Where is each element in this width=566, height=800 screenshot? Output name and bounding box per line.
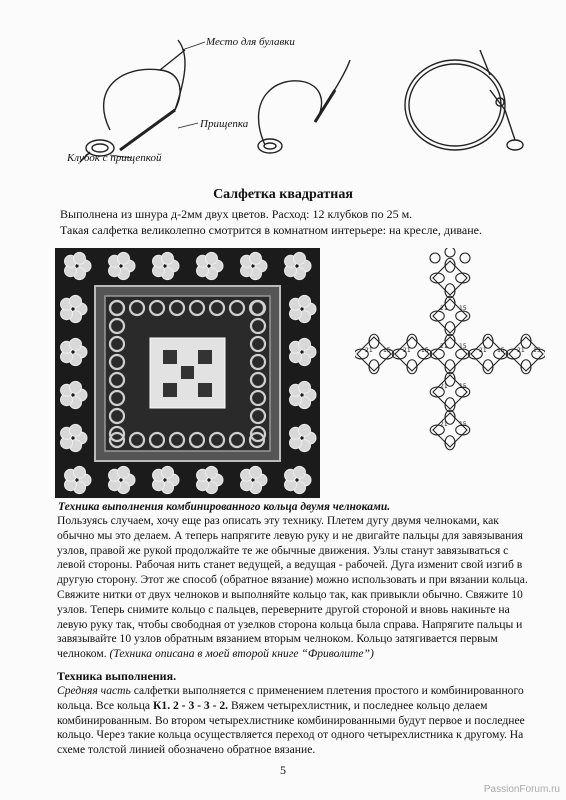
schematic-number: 15 [459,305,467,312]
schematic-picot [445,248,455,257]
doily-petal [73,466,85,478]
schematic-picot [460,253,470,263]
doily-petal [298,381,310,393]
page-title: Салфетка квадратная [213,187,353,202]
schematic-number: 21 [365,347,373,354]
schematic-number: 21 [440,305,448,312]
schematic-number: 21 [440,421,448,428]
schematic-picot [430,253,440,263]
schematic-cell [433,375,467,409]
section1-body [57,514,537,662]
intro-line-1: Выполнена из шнура д-2мм двух цветов. Расход: 12 клубков по 25 м. [60,207,413,221]
doily-petal [293,252,305,264]
schematic-number: 15 [459,383,467,390]
schematic-number: 21 [440,383,448,390]
label-ball-with-clip: Клубок с прищепкой [67,152,162,164]
step2-drawing [258,60,350,153]
schematic-cell [471,337,505,371]
schematic-cell [433,413,467,447]
section2-sequence: К1. 2 - 3 - 3 - 2. [152,698,229,712]
schematic-number: 15 [459,421,467,428]
label-pin-place: Место для булавки [206,36,295,48]
schematic-number: 15 [421,347,429,354]
doily-petal [69,338,81,350]
section1-text: Пользуясь случаем, хочу еще раз описать эту технику. Плетем дугу двумя челноками, как обычно мы это делаем. А теперь напрягите левую руку и не двигайте пальцы для завязывания узлов, правой же рукой продолжайте те же обычные движения. Узлы станут завязываться с левой стороны. Рабочая нить станет ведущей, а ведущая - рабочей. Дуга изменит свой изгиб в другую сторону. Этот же способ (обратное вязание) можно использовать и при вязании кольца. Свяжите нитки от двух челноков и выполняйте кольцо так, как привыкли обычно. Свяжите 10 узлов. Теперь снимите кольцо с пальцев, переверните другой стороной и вновь накиньте на левую руку так, чтобы свободная от узелков сторона кольца была справа. Напрягите пальцы и завязывайте 10 узлов обратным вязанием вторым челноком. Кольцо затягивается первым челноком. [57,514,528,661]
section2-lead: Средняя часть [57,684,131,697]
schematic-number: 21 [479,347,487,354]
doily-petal [298,338,310,350]
doily-petal [205,466,217,478]
section2-body [57,684,537,758]
section2-title: Техника выполнения. [57,669,177,683]
doily-petal [298,295,310,307]
schematic-number: 21 [403,347,411,354]
doily-petal [205,252,217,264]
doily-petal [293,466,305,478]
page-number: 5 [280,763,286,777]
doily-petal [161,466,173,478]
schematic-number: 15 [459,343,467,350]
section2-text2: Вяжем четырехлистник, и последнее кольцо делаем комбинированным. Во втором четырехлистнике комбинированными будут первое и последнее кольцо. Через такие кольца осуществляется переход от одного четырехлистника к другому. На схеме толстой линией обозначено обратное вязание. [57,698,525,757]
schematic-number: 15 [383,347,391,354]
schematic-cell [395,337,429,371]
doily-petal [249,252,261,264]
doily-petal [117,466,129,478]
doily-petal [117,252,129,264]
schematic-number: 21 [440,343,448,350]
doily-petal [73,252,85,264]
step3-drawing [405,50,523,150]
section1-title: Техника выполнения комбинированного кольца двумя челноками. [58,501,391,513]
schematic-number: 15 [533,347,541,354]
doily-petal [69,381,81,393]
step1-drawing [80,40,185,162]
doily-petal [69,424,81,436]
doily-petal [249,466,261,478]
section2-text1: салфетки выполняется с применением плетения простого и комбинированного кольца. Все кольца [57,684,524,712]
doily-petal [161,252,173,264]
tatting-schematic [355,248,545,498]
doily-photo [55,248,320,498]
label-clip: Прищепка [200,118,249,130]
schematic-cell [357,337,391,371]
doily-petal [298,424,310,436]
doily-petal [69,295,81,307]
schematic-number: 21 [517,347,525,354]
intro-line-2: Такая салфетка великолепно смотрится в комнатном интерьере: на кресле, диване. [60,223,482,237]
schematic-cell [433,261,467,295]
watermark: PassionForum.ru [483,784,560,795]
schematic-cell [509,337,543,371]
section1-note: (Техника описана в моей второй книге “Фриволите”) [109,647,374,661]
schematic-number: 15 [497,347,505,354]
